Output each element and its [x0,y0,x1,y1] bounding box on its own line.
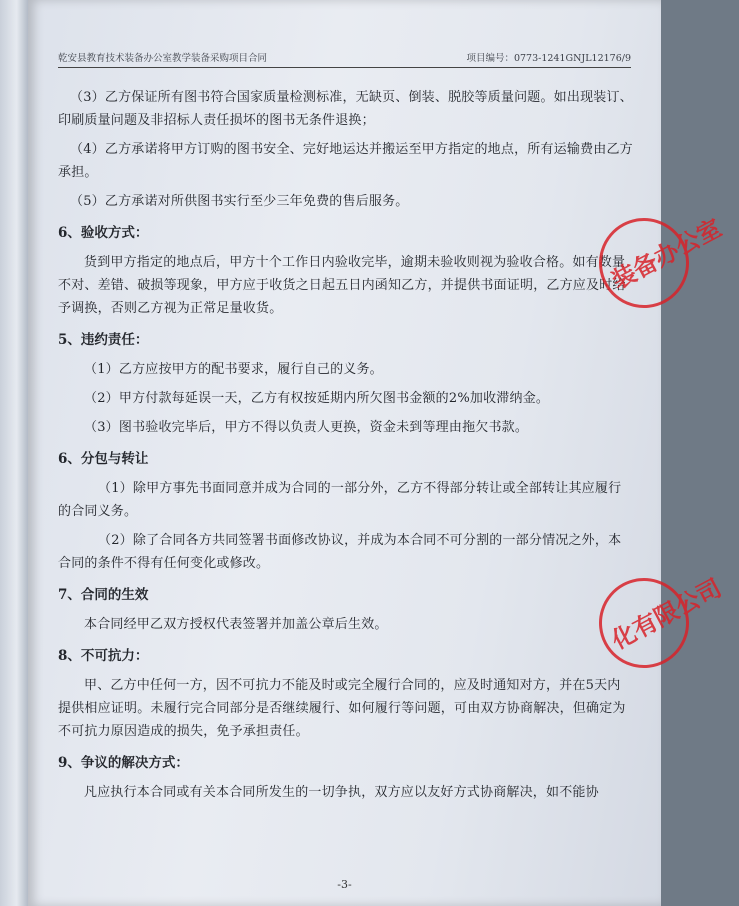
page-number: -3- [337,878,352,891]
clause-3-5: （5）乙方承诺对所供图书实行至少三年免费的售后服务。 [70,194,409,209]
section-heading-effectiveness: 7、合同的生效 [58,587,149,603]
clause-3-3: （3）乙方保证所有图书符合国家质量检测标准，无缺页、倒装、脱胶等质量问题。如出现装订、印刷质量问题及非招标人责任损坏的图书无条件退换； [58,90,633,128]
section-heading-force-majeure: 8、不可抗力： [58,648,149,664]
section-heading-liability: 5、违约责任： [58,332,149,348]
binder-spine [0,0,30,906]
page-header [58,50,631,68]
acceptance-text: 货到甲方指定的地点后，甲方十个工作日内验收完毕，逾期未验收则视为验收合格。如有数量不对、差错、破损等现象，甲方应于收货之日起五日内函知乙方，并提供书面证明，乙方应及时给予调换，否则乙方视为正常足量收货。 [58,255,626,316]
header-title: 乾安县教育技术装备办公室教学装备采购项目合同 [58,53,268,64]
document-page [28,0,726,906]
subcontract-item-2: （2）除了合同各方共同签署书面修改协议，并成为本合同不可分割的一部分情况之外，本合同的条件不得有任何变化或修改。 [58,533,622,571]
liability-item-1: （1）乙方应按甲方的配书要求，履行自己的义务。 [84,362,383,377]
liability-item-2: （2）甲方付款每延误一天，乙方有权按延期内所欠图书金额的2%加收滞纳金。 [84,391,550,406]
effectiveness-text: 本合同经甲乙双方授权代表签署并加盖公章后生效。 [84,617,388,632]
section-heading-dispute: 9、争议的解决方式： [58,755,189,771]
liability-item-3: （3）图书验收完毕后，甲方不得以负责人更换，资金未到等理由拖欠书款。 [84,420,529,435]
stamp-text-lower: 化有限公司 [606,573,726,655]
document-body [58,86,633,810]
dispute-text: 凡应执行本合同或有关本合同所发生的一切争执，双方应以友好方式协商解决，如不能协 [84,785,599,800]
clause-3-4: （4）乙方承诺将甲方订购的图书安全、完好地运达并搬运至甲方指定的地点，所有运输费由乙方承担。 [58,142,633,180]
header-project-number: 项目编号：0773-1241GNJL12176/9 [466,53,631,64]
section-heading-acceptance: 6、验收方式： [58,225,149,241]
section-heading-subcontract: 6、分包与转让 [58,451,149,467]
subcontract-item-1: （1）除甲方事先书面同意并成为合同的一部分外，乙方不得部分转让或全部转让其应履行的合同义务。 [58,481,622,519]
force-majeure-text: 甲、乙方中任何一方，因不可抗力不能及时或完全履行合同的，应及时通知对方，并在5天内提供相应证明。未履行完合同部分是否继续履行、如何履行等问题，可由双方协商解决，但确定为不可抗力原因造成的损失，免予承担责任。 [58,678,626,739]
stamp-text-upper: 装备办公室 [606,213,726,295]
